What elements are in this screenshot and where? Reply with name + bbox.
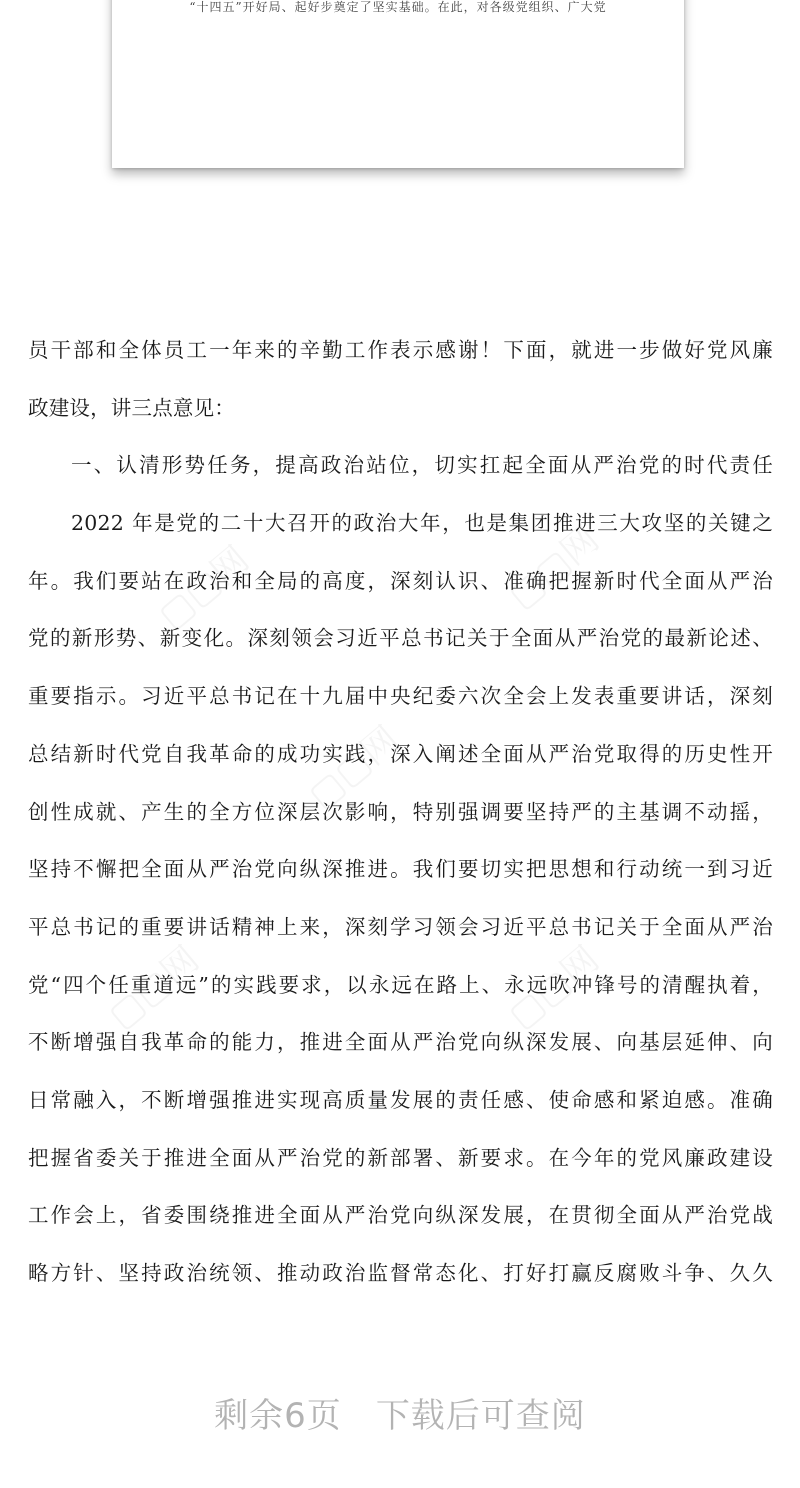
- paragraph-line: 2022 年是党的二十大召开的政治大年，也是集团推进三大攻坚的关键之: [71, 511, 773, 536]
- paragraph-line: 员干部和全体员工一年来的辛勤工作表示感谢！下面，就进一步做好党风廉: [28, 338, 773, 362]
- paragraph-line: 平总书记的重要讲话精神上来，深刻学习领会习近平总书记关于全面从严治: [28, 914, 773, 939]
- preview-card-text: “十四五”开好局、起好步奠定了坚实基础。在此，对各级党组织、广大党: [189, 0, 607, 14]
- paragraph-line: 日常融入，不断增强推进实现高质量发展的责任感、使命感和紧迫感。准确: [28, 1087, 773, 1112]
- paragraph-line: 重要指示。习近平总书记在十九届中央纪委六次全会上发表重要讲话，深刻: [28, 684, 773, 709]
- paragraph-line: 政建设，讲三点意见：: [28, 395, 235, 420]
- paragraph-line: 创性成就、产生的全方位深层次影响，特别强调要坚持严的主基调不动摇，: [28, 799, 773, 824]
- paragraph-line: 党的新形势、新变化。深刻领会习近平总书记关于全面从严治党的最新论述、: [28, 626, 773, 651]
- remaining-pages-label: 剩余6页: [214, 1396, 342, 1436]
- paragraph-line: 党“四个任重道远”的实践要求，以永远在路上、永远吹冲锋号的清醒执着，: [28, 972, 773, 997]
- download-prompt[interactable]: [0, 1388, 800, 1437]
- paragraph-line: 年。我们要站在政治和全局的高度，深刻认识、准确把握新时代全面从严治: [28, 568, 773, 593]
- download-to-view-label: 下载后可查阅: [375, 1396, 586, 1436]
- paragraph-line: 略方针、坚持政治统领、推动政治监督常态化、打好打赢反腐败斗争、久久: [28, 1261, 773, 1285]
- paragraph-line: 总结新时代党自我革命的成功实践，深入阐述全面从严治党取得的历史性开: [28, 741, 773, 766]
- paragraph-line: 不断增强自我革命的能力，推进全面从严治党向纵深发展、向基层延伸、向: [28, 1030, 773, 1055]
- paragraph-line: 把握省委关于推进全面从严治党的新部署、新要求。在今年的党风廉政建设: [28, 1145, 773, 1170]
- paragraph-line: 工作会上，省委围绕推进全面从严治党向纵深发展，在贯彻全面从严治党战: [28, 1203, 773, 1228]
- document-body: [28, 322, 773, 1303]
- section-heading: 一、认清形势任务，提高政治站位，切实扛起全面从严治党的时代责任: [71, 453, 773, 478]
- preview-page-card: [112, 0, 684, 168]
- paragraph-line: 坚持不懈把全面从严治党向纵深推进。我们要切实把思想和行动统一到习近: [28, 857, 773, 882]
